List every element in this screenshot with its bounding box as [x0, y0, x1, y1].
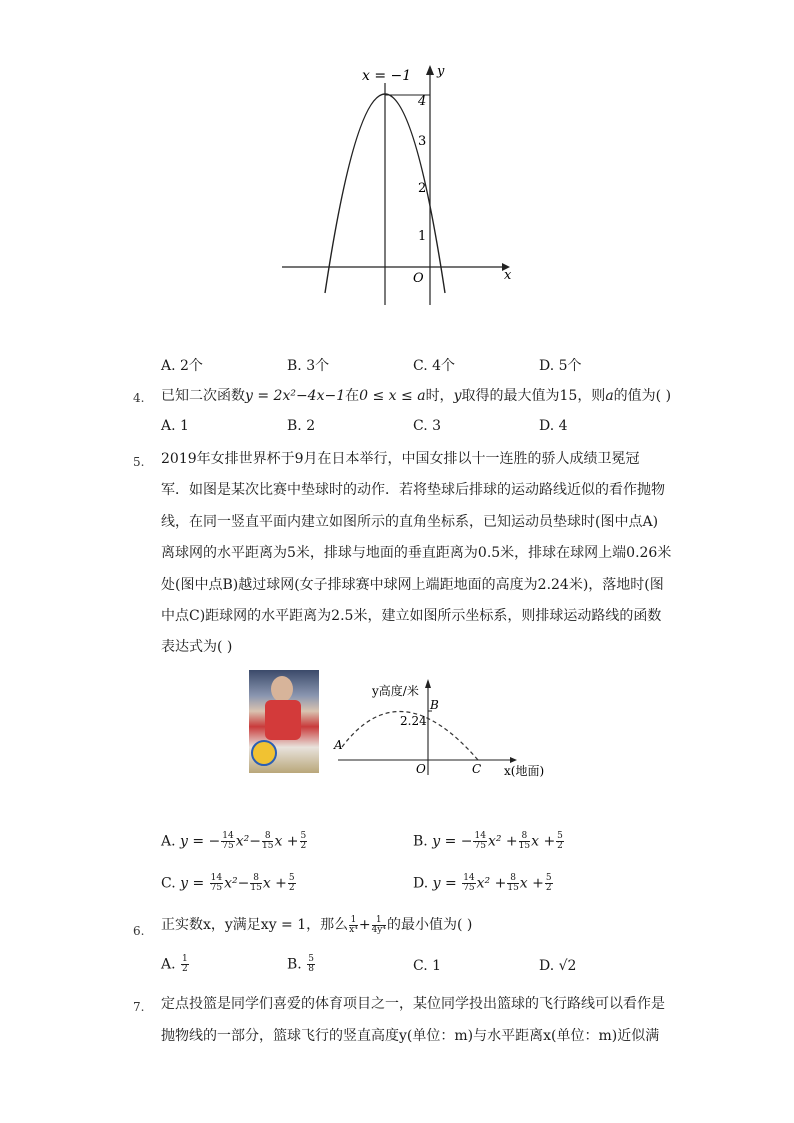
q4-number: 4. [133, 391, 145, 405]
q7-line-2: 抛物线的一部分，篮球飞行的竖直高度y(单位：m)与水平距离x(单位：m)近似满 [161, 1028, 660, 1044]
q6-plus: + [358, 917, 371, 933]
opt-text: √2 [558, 958, 577, 974]
tick-3: 3 [418, 134, 427, 149]
y-axis-label: y [437, 64, 445, 79]
opt-label: C. [413, 958, 428, 974]
volleyball-player-photo [249, 670, 319, 773]
q7-line-1: 定点投篮是同学们喜爱的体育项目之一，某位同学投出篮球的飞行路线可以看作是 [161, 996, 665, 1012]
frac-3: $\frac{5}{2}$ [557, 831, 563, 851]
opt-expr: y = [432, 875, 462, 892]
point-c: C [472, 762, 482, 776]
opt-mid1: x²− [224, 875, 250, 892]
frac-2: $\frac{8}{15}$ [507, 873, 519, 893]
q4-range: 0 ≤ x ≤ a [359, 388, 426, 404]
frac-3: $\frac{5}{2}$ [288, 873, 295, 893]
origin-label: O [413, 271, 424, 286]
q4-y-var: y [453, 388, 462, 404]
frac-3: $\frac{5}{2}$ [300, 831, 307, 851]
opt-label: A. [161, 956, 176, 973]
q4-text-e: ，则 [577, 388, 606, 404]
origin-o: O [416, 762, 426, 776]
q4-text-d: 取得的最大值为 [461, 388, 560, 404]
q6-number: 6. [133, 924, 145, 938]
q4-expr: y = 2x²−4x−1 [245, 388, 346, 404]
q5-line-7: 表达式为( ) [161, 639, 233, 655]
q5-option-b[interactable] [413, 832, 565, 851]
q4-option-b[interactable]: B. 2 [287, 418, 316, 434]
opt-label: B. [413, 833, 428, 850]
opt-label: D. [539, 958, 555, 974]
opt-expr: y = [180, 875, 209, 892]
q4-text-f: 的值为( ) [613, 388, 672, 404]
frac-1: $\frac{14}{75}$ [222, 831, 234, 851]
q4-max-val: 15 [559, 388, 578, 404]
frac-1: $\frac{14}{75}$ [210, 873, 223, 893]
q5-line-5: 处(图中点B)越过球网(女子排球赛中球网上端距地面的高度为2.24米)，落地时(图 [161, 577, 664, 593]
q3-option-c[interactable]: C. 4个 [413, 358, 456, 374]
q6-option-d[interactable] [539, 958, 576, 974]
frac-2: $\frac{8}{15}$ [262, 831, 274, 851]
frac-2: $\frac{8}{15}$ [250, 873, 262, 893]
opt-label: C. [161, 875, 176, 892]
q6-text-b: 的最小值为( ) [387, 917, 473, 933]
frac-1: $\frac{14}{75}$ [474, 831, 486, 851]
opt-mid2: x + [262, 875, 287, 892]
q4-stem [161, 386, 671, 406]
volleyball-trajectory-figure [330, 675, 570, 785]
q5-number: 5. [133, 455, 145, 469]
q5-option-c[interactable] [161, 874, 297, 893]
x-label: x(地面) [504, 764, 545, 778]
q5-option-d[interactable] [413, 874, 554, 893]
y-label: y高度/米 [372, 684, 419, 698]
point-a: A [334, 738, 343, 752]
q6-frac-1: $\frac{1}{\text{x⁴}}$ [349, 914, 358, 935]
opt-label: A. [161, 833, 176, 850]
q3-option-b[interactable]: B. 3个 [287, 358, 330, 374]
tick-1: 1 [418, 229, 427, 244]
q6-text-a: 正实数x，y满足xy = 1，那么 [161, 917, 349, 933]
opt-mid2: x + [519, 875, 544, 892]
value-224: 2.24 [400, 714, 427, 728]
q4-option-a[interactable]: A. 1 [161, 418, 189, 434]
opt-label: B. [287, 956, 302, 973]
q5-line-6: 中点C)距球网的水平距离为2.5米，建立如图所示坐标系，则排球运动路线的函数 [161, 608, 662, 624]
q6-option-c[interactable] [413, 958, 441, 974]
tick-4: 4 [418, 94, 427, 109]
opt-mid1: x² + [487, 833, 518, 850]
q3-option-a[interactable]: A. 2个 [161, 358, 203, 374]
frac-3: $\frac{5}{2}$ [545, 873, 552, 893]
q5-line-2: 军．如图是某次比赛中垫球时的动作．若将垫球后排球的运动路线近似的看作抛物 [161, 482, 665, 498]
q4-text-b: 在 [345, 388, 360, 404]
q7-number: 7. [133, 1000, 145, 1014]
q4-a-var: a [605, 388, 614, 404]
opt-frac: $\frac{5}{8}$ [308, 954, 314, 974]
q6-option-a[interactable] [161, 955, 190, 974]
parabola-graph [270, 55, 520, 305]
q6-frac-2: $\frac{1}{\text{4y⁴}}$ [371, 914, 386, 935]
q5-option-a[interactable] [161, 832, 308, 851]
opt-mid1: x² + [476, 875, 507, 892]
symmetry-label: x = −1 [362, 68, 412, 84]
opt-mid2: x + [531, 833, 556, 850]
q4-option-c[interactable]: C. 3 [413, 418, 442, 434]
opt-text: 1 [432, 958, 442, 974]
opt-mid2: x + [274, 833, 299, 850]
tick-2: 2 [418, 181, 427, 196]
q4-text-c: 时， [425, 388, 454, 404]
point-b: B [430, 698, 439, 712]
opt-expr: y = − [432, 833, 473, 850]
opt-expr: y = − [180, 833, 221, 850]
opt-frac: $\frac{1}{2}$ [182, 954, 188, 974]
q6-stem [161, 915, 472, 935]
q3-option-d[interactable]: D. 5个 [539, 358, 582, 374]
q5-line-3: 线，在同一竖直平面内建立如图所示的直角坐标系，已知运动员垫球时(图中点A) [161, 514, 659, 530]
q6-option-b[interactable] [287, 955, 316, 974]
q5-line-4: 离球网的水平距离为5米，排球与地面的垂直距离为0.5米，排球在球网上端0.26米 [161, 545, 672, 561]
frac-1: $\frac{14}{75}$ [463, 873, 475, 893]
q5-line-1: 2019年女排世界杯于9月在日本举行，中国女排以十一连胜的骄人成绩卫冕冠 [161, 451, 640, 467]
q4-text-a: 已知二次函数 [161, 388, 245, 404]
x-axis-label: x [504, 268, 512, 283]
frac-2: $\frac{8}{15}$ [518, 831, 531, 851]
opt-mid1: x²− [235, 833, 261, 850]
opt-label: D. [413, 875, 429, 892]
q4-option-d[interactable]: D. 4 [539, 418, 568, 434]
